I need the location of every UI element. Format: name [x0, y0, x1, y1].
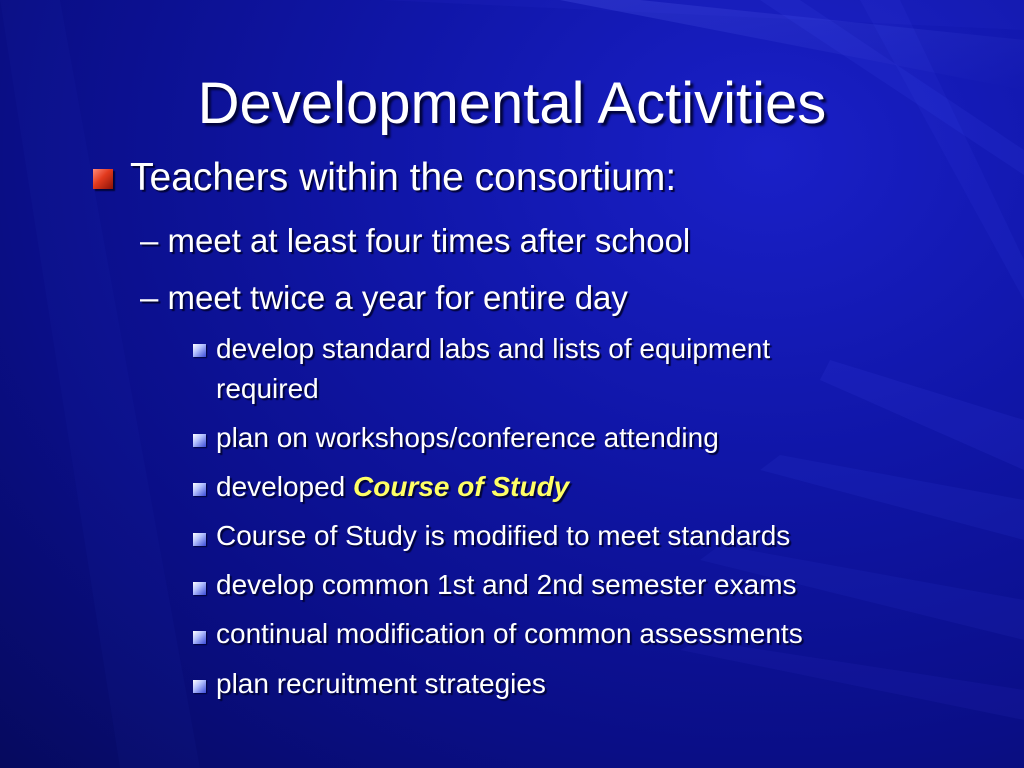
item-plan-workshops: plan on workshops/conference attending: [216, 422, 719, 453]
sub-bullet-meet-twice-a-year: – meet twice a year for entire day: [140, 279, 628, 316]
blue-square-bullet-icon: [193, 434, 206, 447]
bullet-teachers: Teachers within the consortium:: [130, 156, 677, 199]
blue-square-bullet-icon: [193, 533, 206, 546]
blue-square-bullet-icon: [193, 631, 206, 644]
item-continual-modification: continual modification of common assessments: [216, 618, 803, 649]
blue-square-bullet-icon: [193, 582, 206, 595]
item-common-exams: develop common 1st and 2nd semester exams: [216, 569, 797, 600]
item-develop-standard-labs-continued: required: [216, 373, 319, 404]
item-developed-course-of-study: [216, 471, 569, 503]
red-square-bullet-icon: [93, 169, 113, 189]
item-develop-standard-labs: develop standard labs and lists of equipment: [216, 333, 771, 364]
blue-square-bullet-icon: [193, 483, 206, 496]
item-course-modified: Course of Study is modified to meet standards: [216, 520, 791, 551]
sub-bullet-meet-after-school: – meet at least four times after school: [140, 222, 691, 259]
item-plan-recruitment: plan recruitment strategies: [216, 668, 546, 699]
item-developed-prefix: developed: [216, 471, 354, 502]
course-of-study-emphasis: Course of Study: [353, 471, 570, 502]
blue-square-bullet-icon: [193, 680, 206, 693]
slide-title: Developmental Activities: [197, 71, 827, 136]
blue-square-bullet-icon: [193, 344, 206, 357]
